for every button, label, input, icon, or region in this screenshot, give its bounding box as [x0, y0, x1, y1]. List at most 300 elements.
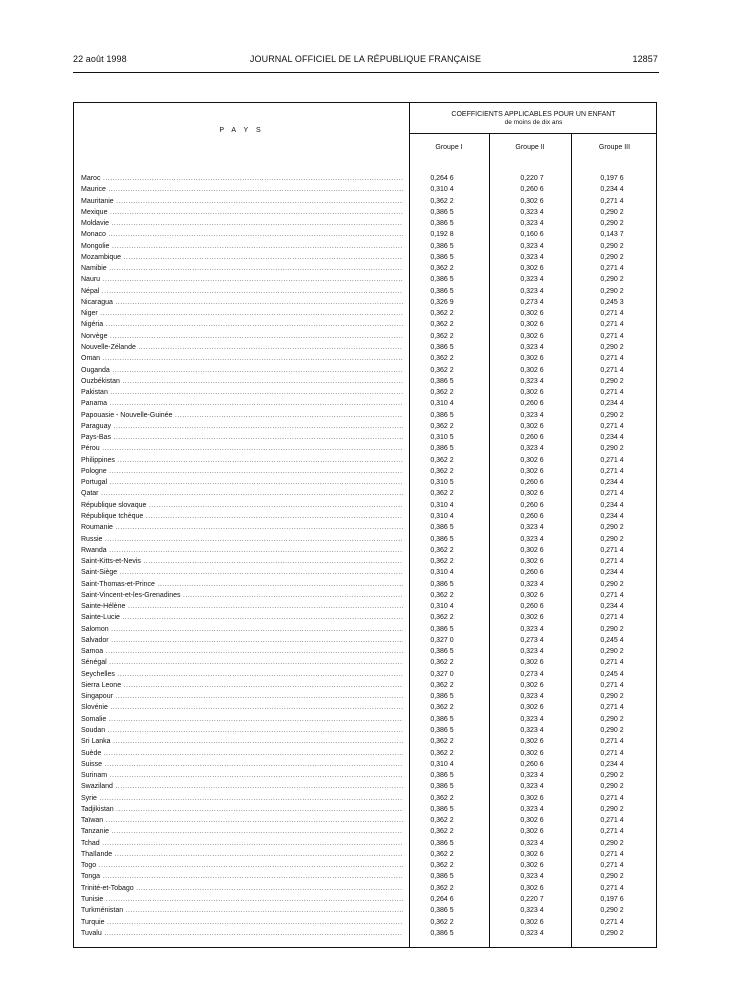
country-cell: Sénégal .....	[81, 657, 403, 668]
country-cell: Nouvelle-Zélande .....	[81, 342, 403, 353]
group-3-value: 0,234 4	[600, 512, 624, 520]
group-2-value: 0,323 4	[520, 805, 544, 813]
country-cell: Saint-Kitts-et-Nevis .....	[81, 556, 403, 567]
group-2-value: 0,260 6	[520, 186, 544, 194]
group-2-value: 0,273 4	[520, 298, 544, 306]
group-2-value: 0,323 4	[520, 873, 544, 881]
group-3-value: 0,271 4	[600, 918, 624, 926]
group-1-value: 0,264 6	[430, 175, 454, 182]
group-2-value: 0,323 4	[520, 411, 544, 419]
table-row	[74, 714, 656, 725]
group-3-value: 0,271 4	[600, 467, 624, 475]
group-2-header: Groupe II	[515, 144, 545, 151]
group-1-value: 0,362 2	[430, 918, 454, 926]
country-cell: Ouzbékistan .....	[81, 376, 403, 387]
table-row	[74, 466, 656, 477]
table-row	[74, 534, 656, 545]
group-2-value: 0,323 4	[520, 242, 544, 250]
country-cell: Soudan .....	[81, 725, 403, 736]
group-1-value: 0,327 0	[430, 636, 454, 644]
group-1-value: 0,362 2	[430, 321, 454, 329]
group-3-value: 0,290 2	[600, 220, 624, 228]
group-1-value: 0,386 5	[430, 524, 454, 532]
group-3-value: 0,271 4	[600, 794, 624, 802]
group-1-value: 0,362 2	[430, 546, 454, 554]
group-2-value: 0,323 4	[520, 287, 544, 295]
group-1-value: 0,386 5	[430, 929, 454, 937]
group-2-value: 0,302 6	[520, 265, 544, 273]
table-row	[74, 376, 656, 387]
coefficients-header	[409, 111, 658, 127]
group-2-value: 0,323 4	[520, 377, 544, 385]
group-2-value: 0,302 6	[520, 614, 544, 622]
group-3-value: 0,271 4	[600, 197, 624, 205]
table-row	[74, 286, 656, 297]
group-3-value: 0,271 4	[600, 422, 624, 430]
group-2-value: 0,323 4	[520, 648, 544, 656]
country-cell: Tuvalu .....	[81, 928, 403, 939]
country-cell: Mexique .....	[81, 207, 403, 218]
group-1-value: 0,386 5	[430, 208, 454, 216]
group-1-value: 0,362 2	[430, 265, 454, 273]
group-3-value: 0,290 2	[600, 727, 624, 735]
group-2-value: 0,323 4	[520, 783, 544, 791]
country-cell: Sainte-Hélène .....	[81, 601, 403, 612]
group-1-value: 0,362 2	[430, 850, 454, 858]
group-1-value: 0,310 4	[430, 512, 454, 520]
country-cell: Mauritanie .....	[81, 196, 403, 207]
group-1-value: 0,362 2	[430, 366, 454, 374]
group-3-value: 0,290 2	[600, 625, 624, 633]
table-row	[74, 838, 656, 849]
country-cell: Nauru .....	[81, 274, 403, 285]
country-cell: Taïwan .....	[81, 815, 403, 826]
group-2-value: 0,323 4	[520, 929, 544, 937]
country-cell: Suède .....	[81, 748, 403, 759]
group-3-value: 0,290 2	[600, 580, 624, 588]
group-2-value: 0,302 6	[520, 681, 544, 689]
group-1-value: 0,386 5	[430, 648, 454, 656]
country-cell: Tchad .....	[81, 838, 403, 849]
group-3-value: 0,271 4	[600, 749, 624, 757]
table-row	[74, 196, 656, 207]
group-2-value: 0,323 4	[520, 524, 544, 532]
group-1-value: 0,386 5	[430, 377, 454, 385]
group-2-value: 0,323 4	[520, 220, 544, 228]
group-1-value: 0,386 5	[430, 253, 454, 261]
table-row	[74, 274, 656, 285]
country-cell: Panama .....	[81, 398, 403, 409]
group-2-value: 0,323 4	[520, 839, 544, 847]
group-2-value: 0,323 4	[520, 535, 544, 543]
table-row	[74, 545, 656, 556]
group-1-value: 0,386 5	[430, 839, 454, 847]
group-3-value: 0,271 4	[600, 321, 624, 329]
group-1-header: Groupe I	[435, 144, 463, 151]
coefficients-table	[73, 102, 657, 948]
group-1-value: 0,386 5	[430, 772, 454, 780]
group-3-value: 0,271 4	[600, 591, 624, 599]
group-2-value: 0,323 4	[520, 580, 544, 588]
country-cell: Roumanie .....	[81, 522, 403, 533]
table-row	[74, 691, 656, 702]
group-1-value: 0,362 2	[430, 355, 454, 363]
group-2-value: 0,302 6	[520, 389, 544, 397]
country-cell: Namibie .....	[81, 263, 403, 274]
country-cell: Saint-Siège .....	[81, 567, 403, 578]
table-row	[74, 218, 656, 229]
table-row	[74, 894, 656, 905]
group-2-value: 0,302 6	[520, 490, 544, 498]
country-cell: Ouganda .....	[81, 365, 403, 376]
table-row	[74, 421, 656, 432]
group-1-value: 0,362 2	[430, 456, 454, 464]
country-cell: Togo .....	[81, 860, 403, 871]
group-2-value: 0,323 4	[520, 253, 544, 261]
country-cell: Tonga .....	[81, 871, 403, 882]
group-3-value: 0,290 2	[600, 772, 624, 780]
country-cell: Qatar .....	[81, 488, 403, 499]
table-row	[74, 319, 656, 330]
country-cell: Saint-Vincent-et-les-Grenadines .....	[81, 590, 403, 601]
group-2-value: 0,260 6	[520, 512, 544, 520]
country-cell: Singapour .....	[81, 691, 403, 702]
country-cell: République slovaque .....	[81, 500, 403, 511]
table-row	[74, 207, 656, 218]
group-2-value: 0,302 6	[520, 366, 544, 374]
group-2-value: 0,302 6	[520, 749, 544, 757]
country-cell: Seychelles .....	[81, 669, 403, 680]
group-2-value: 0,302 6	[520, 456, 544, 464]
group-3-value: 0,245 4	[600, 670, 624, 678]
group-3-value: 0,271 4	[600, 366, 624, 374]
table-row	[74, 241, 656, 252]
country-cell: Pakistan .....	[81, 387, 403, 398]
country-cell: Monaco .....	[81, 229, 403, 240]
group-1-value: 0,310 4	[430, 569, 454, 577]
table-row	[74, 432, 656, 443]
group-1-value: 0,386 5	[430, 625, 454, 633]
group-3-value: 0,290 2	[600, 805, 624, 813]
table-row	[74, 342, 656, 353]
table-row	[74, 612, 656, 623]
table-row	[74, 624, 656, 635]
group-3-value: 0,271 4	[600, 681, 624, 689]
group-1-value: 0,326 9	[430, 298, 454, 306]
group-2-value: 0,302 6	[520, 546, 544, 554]
group-1-value: 0,362 2	[430, 681, 454, 689]
group-3-value: 0,271 4	[600, 310, 624, 318]
country-cell: République tchèque .....	[81, 511, 403, 522]
group-3-value: 0,290 2	[600, 715, 624, 723]
table-row	[74, 387, 656, 398]
header-page-number: 12857	[632, 54, 658, 64]
country-cell: Népal .....	[81, 286, 403, 297]
group-3-value: 0,271 4	[600, 546, 624, 554]
group-3-value: 0,271 4	[600, 659, 624, 667]
group-2-value: 0,220 7	[520, 896, 544, 903]
country-cell: Moldavie .....	[81, 218, 403, 229]
country-cell: Russie .....	[81, 534, 403, 545]
country-cell: Niger .....	[81, 308, 403, 319]
country-cell: Nigéria .....	[81, 319, 403, 330]
group-2-value: 0,302 6	[520, 828, 544, 836]
group-1-value: 0,362 2	[430, 862, 454, 870]
country-cell: Surinam .....	[81, 770, 403, 781]
table-row	[74, 680, 656, 691]
table-row	[74, 826, 656, 837]
country-cell: Pérou .....	[81, 443, 403, 454]
coefficients-title: COEFFICIENTS APPLICABLES POUR UN ENFANT	[451, 111, 616, 118]
group-3-value: 0,234 4	[600, 569, 624, 577]
table-row	[74, 917, 656, 928]
group-3-value: 0,290 2	[600, 287, 624, 295]
group-3-value: 0,234 4	[600, 186, 624, 194]
group-1-value: 0,327 0	[430, 670, 454, 678]
table-row	[74, 365, 656, 376]
group-3-value: 0,271 4	[600, 817, 624, 825]
table-row	[74, 556, 656, 567]
country-cell: Turkménistan .....	[81, 905, 403, 916]
group-2-value: 0,302 6	[520, 197, 544, 205]
group-3-value: 0,290 2	[600, 445, 624, 453]
group-2-value: 0,302 6	[520, 918, 544, 926]
group-3-value: 0,290 2	[600, 276, 624, 284]
group-1-value: 0,362 2	[430, 794, 454, 802]
country-cell: Philippines .....	[81, 455, 403, 466]
group-1-value: 0,386 5	[430, 220, 454, 228]
group-3-value: 0,197 6	[600, 175, 624, 182]
group-3-value: 0,271 4	[600, 884, 624, 892]
group-1-value: 0,310 4	[430, 603, 454, 611]
table-row	[74, 849, 656, 860]
table-row	[74, 725, 656, 736]
country-cell: Somalie .....	[81, 714, 403, 725]
group-1-value: 0,362 2	[430, 704, 454, 712]
table-row	[74, 308, 656, 319]
country-cell: Thaïlande .....	[81, 849, 403, 860]
group-3-value: 0,271 4	[600, 490, 624, 498]
group-1-value: 0,362 2	[430, 749, 454, 757]
country-cell: Tadjikistan .....	[81, 804, 403, 815]
group-2-value: 0,323 4	[520, 715, 544, 723]
group-3-value: 0,290 2	[600, 535, 624, 543]
group-3-value: 0,245 3	[600, 298, 624, 306]
table-row	[74, 646, 656, 657]
group-3-value: 0,271 4	[600, 389, 624, 397]
group-1-value: 0,362 2	[430, 332, 454, 340]
group-3-header: Groupe III	[598, 144, 631, 151]
group-3-value: 0,290 2	[600, 839, 624, 847]
country-cell: Paraguay .....	[81, 421, 403, 432]
group-1-value: 0,310 5	[430, 434, 454, 442]
group-2-value: 0,323 4	[520, 445, 544, 453]
country-cell: Turquie .....	[81, 917, 403, 928]
pays-column-header: P A Y S	[219, 127, 264, 134]
table-row	[74, 590, 656, 601]
table-row	[74, 860, 656, 871]
country-cell: Nicaragua .....	[81, 297, 403, 308]
group-2-value: 0,260 6	[520, 569, 544, 577]
group-3-value: 0,290 2	[600, 907, 624, 915]
group-3-value: 0,234 4	[600, 603, 624, 611]
group-2-value: 0,302 6	[520, 355, 544, 363]
group-3-value: 0,143 7	[600, 231, 624, 239]
table-row	[74, 702, 656, 713]
group-3-value: 0,290 2	[600, 783, 624, 791]
group-2-value: 0,302 6	[520, 738, 544, 746]
group-1-value: 0,362 2	[430, 422, 454, 430]
group-3-value: 0,271 4	[600, 828, 624, 836]
table-row	[74, 353, 656, 364]
country-cell: Saint-Thomas-et-Prince .....	[81, 579, 403, 590]
table-body	[74, 173, 656, 939]
group-2-value: 0,302 6	[520, 558, 544, 566]
group-3-value: 0,271 4	[600, 558, 624, 566]
group-1-value: 0,386 5	[430, 276, 454, 284]
group-2-value: 0,323 4	[520, 693, 544, 701]
table-row	[74, 883, 656, 894]
group-2-value: 0,302 6	[520, 467, 544, 475]
country-cell: Maurice .....	[81, 184, 403, 195]
table-row	[74, 770, 656, 781]
country-cell: Salvador .....	[81, 635, 403, 646]
group-3-value: 0,271 4	[600, 614, 624, 622]
group-2-value: 0,323 4	[520, 772, 544, 780]
group-2-value: 0,302 6	[520, 422, 544, 430]
country-cell: Pays-Bas .....	[81, 432, 403, 443]
table-row	[74, 736, 656, 747]
group-3-value: 0,290 2	[600, 343, 624, 351]
group-2-value: 0,160 6	[520, 231, 544, 239]
country-cell: Suisse .....	[81, 759, 403, 770]
table-row	[74, 635, 656, 646]
table-row	[74, 815, 656, 826]
group-1-value: 0,386 5	[430, 805, 454, 813]
table-row	[74, 804, 656, 815]
table-row	[74, 331, 656, 342]
group-2-value: 0,260 6	[520, 760, 544, 768]
group-1-value: 0,386 5	[430, 873, 454, 881]
country-cell: Swaziland .....	[81, 781, 403, 792]
group-3-value: 0,271 4	[600, 850, 624, 858]
table-row	[74, 229, 656, 240]
table-row	[74, 567, 656, 578]
country-cell: Samoa .....	[81, 646, 403, 657]
group-1-value: 0,362 2	[430, 817, 454, 825]
group-2-value: 0,273 4	[520, 670, 544, 678]
group-1-value: 0,362 2	[430, 738, 454, 746]
group-3-value: 0,290 2	[600, 242, 624, 250]
country-cell: Slovénie .....	[81, 702, 403, 713]
group-1-value: 0,386 5	[430, 411, 454, 419]
group-3-value: 0,234 4	[600, 434, 624, 442]
country-cell: Tunisie .....	[81, 894, 403, 905]
country-cell: Salomon .....	[81, 624, 403, 635]
header-title: JOURNAL OFFICIEL DE LA RÉPUBLIQUE FRANÇAISE	[249, 54, 482, 64]
country-cell: Oman .....	[81, 353, 403, 364]
table-row	[74, 173, 656, 184]
group-2-value: 0,302 6	[520, 659, 544, 667]
group-2-value: 0,220 7	[520, 175, 544, 182]
table-row	[74, 488, 656, 499]
group-3-value: 0,271 4	[600, 738, 624, 746]
group-3-value: 0,290 2	[600, 524, 624, 532]
table-row	[74, 410, 656, 421]
group-1-value: 0,310 4	[430, 760, 454, 768]
group-1-value: 0,362 2	[430, 659, 454, 667]
group-2-value: 0,273 4	[520, 636, 544, 644]
group-2-value: 0,260 6	[520, 479, 544, 487]
group-3-value: 0,271 4	[600, 355, 624, 363]
group-3-value: 0,290 2	[600, 648, 624, 656]
group-3-value: 0,234 4	[600, 760, 624, 768]
group-3-value: 0,234 4	[600, 479, 624, 487]
group-3-value: 0,290 2	[600, 253, 624, 261]
group-1-value: 0,386 5	[430, 535, 454, 543]
group-1-value: 0,386 5	[430, 783, 454, 791]
group-1-value: 0,386 5	[430, 242, 454, 250]
group-2-value: 0,323 4	[520, 276, 544, 284]
country-cell: Sri Lanka .....	[81, 736, 403, 747]
group-2-value: 0,302 6	[520, 704, 544, 712]
group-1-value: 0,386 5	[430, 907, 454, 915]
group-2-value: 0,302 6	[520, 862, 544, 870]
table-row	[74, 781, 656, 792]
table-row	[74, 184, 656, 195]
group-1-value: 0,362 2	[430, 310, 454, 318]
group-3-value: 0,197 6	[600, 896, 624, 903]
group-1-value: 0,310 4	[430, 400, 454, 408]
group-2-value: 0,260 6	[520, 434, 544, 442]
group-1-value: 0,386 5	[430, 343, 454, 351]
header-divider	[409, 133, 656, 134]
table-row	[74, 601, 656, 612]
country-cell: Maroc .....	[81, 173, 403, 184]
group-2-value: 0,302 6	[520, 850, 544, 858]
group-1-value: 0,310 4	[430, 186, 454, 194]
group-1-value: 0,362 2	[430, 558, 454, 566]
table-row	[74, 905, 656, 916]
country-cell: Tanzanie .....	[81, 826, 403, 837]
group-1-value: 0,362 2	[430, 490, 454, 498]
group-1-value: 0,362 2	[430, 389, 454, 397]
group-2-value: 0,302 6	[520, 332, 544, 340]
group-1-value: 0,386 5	[430, 445, 454, 453]
group-2-value: 0,302 6	[520, 884, 544, 892]
table-row	[74, 669, 656, 680]
table-row	[74, 657, 656, 668]
group-3-value: 0,271 4	[600, 704, 624, 712]
table-row	[74, 443, 656, 454]
group-1-value: 0,362 2	[430, 614, 454, 622]
group-3-value: 0,271 4	[600, 265, 624, 273]
table-row	[74, 793, 656, 804]
group-3-value: 0,290 2	[600, 929, 624, 937]
group-3-value: 0,271 4	[600, 456, 624, 464]
group-3-value: 0,290 2	[600, 377, 624, 385]
group-3-value: 0,290 2	[600, 208, 624, 216]
group-3-value: 0,271 4	[600, 332, 624, 340]
header-rule	[73, 72, 659, 73]
table-row	[74, 511, 656, 522]
table-row	[74, 297, 656, 308]
group-3-value: 0,271 4	[600, 862, 624, 870]
group-3-value: 0,290 2	[600, 873, 624, 881]
group-1-value: 0,362 2	[430, 884, 454, 892]
country-cell: Syrie .....	[81, 793, 403, 804]
group-2-value: 0,302 6	[520, 817, 544, 825]
